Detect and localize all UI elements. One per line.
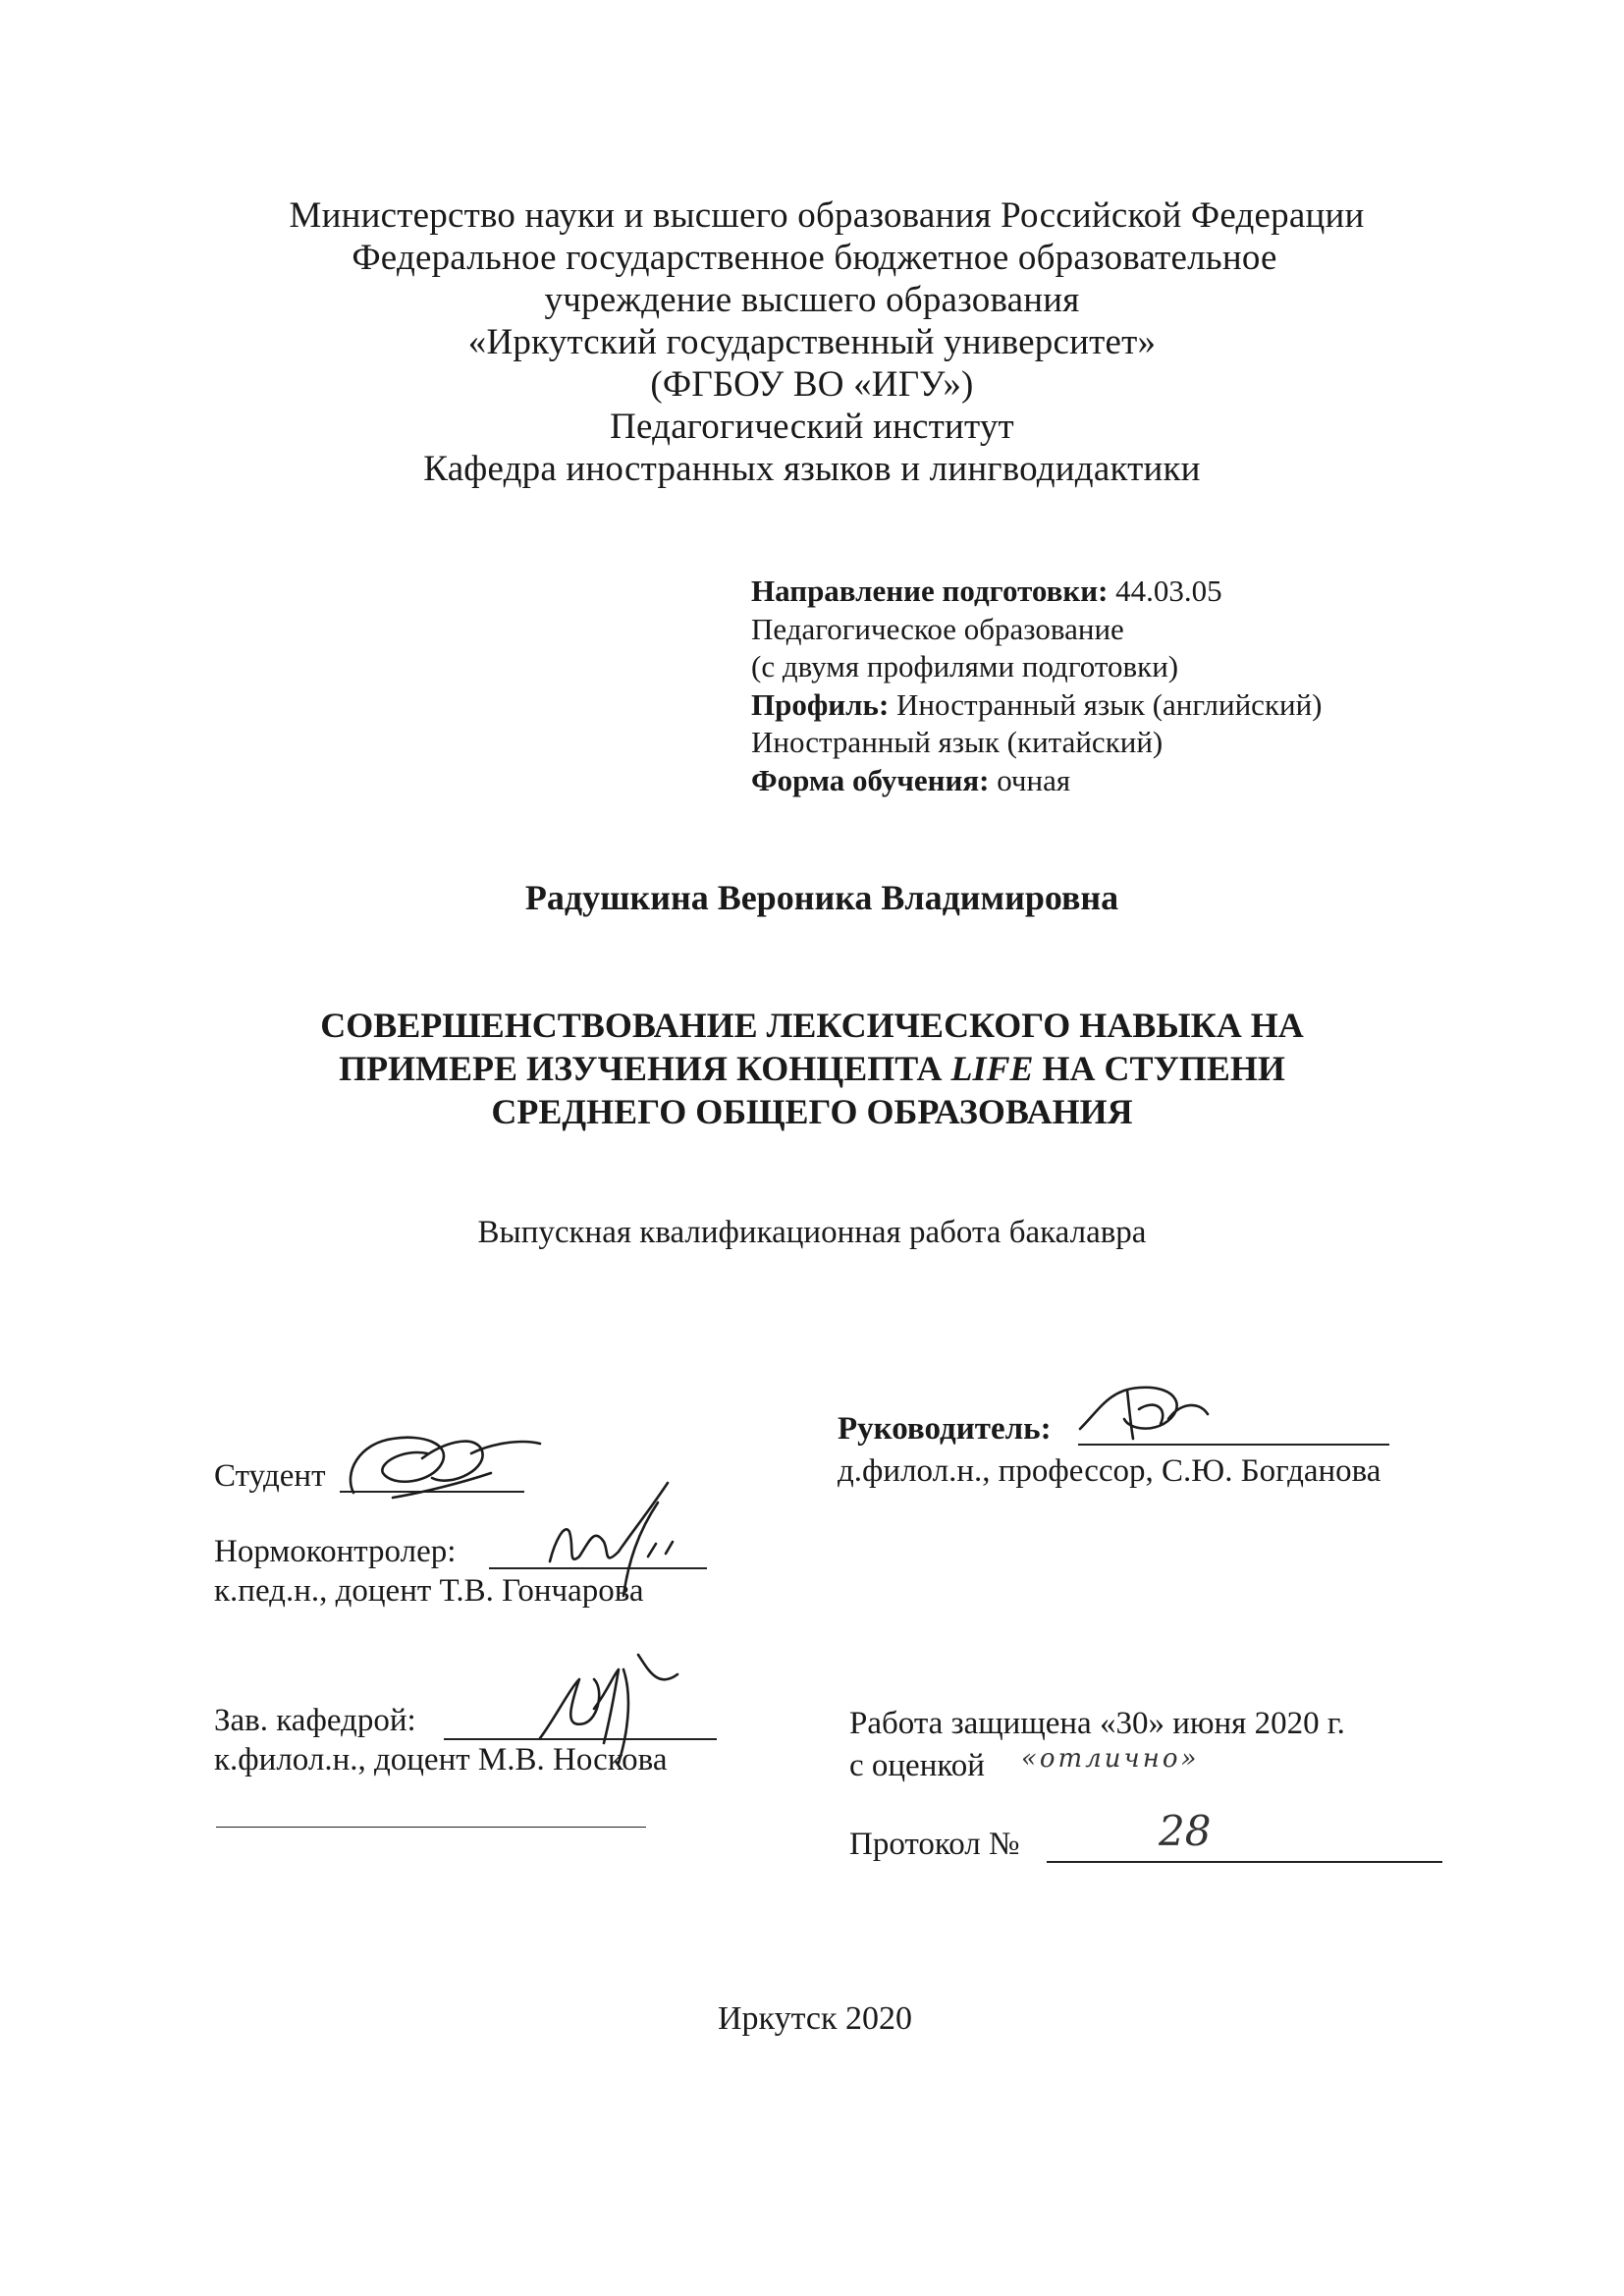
title-line-2-end: НА СТУПЕНИ <box>1033 1049 1285 1088</box>
title-line-3: СРЕДНЕГО ОБЩЕГО ОБРАЗОВАНИЯ <box>491 1092 1133 1131</box>
title-line-2 <box>0 1047 1624 1090</box>
study-form-value: очная <box>989 762 1071 797</box>
grade-label: с оценкой <box>849 1748 985 1783</box>
defense-date: Работа защищена «30» июня 2020 г. <box>849 1706 1345 1741</box>
head-extra-line <box>216 1827 646 1828</box>
title-line-2-start: ПРИМЕРЕ ИЗУЧЕНИЯ КОНЦЕПТА <box>339 1049 951 1088</box>
grade-value: «отлично» <box>1021 1744 1200 1774</box>
university-abbr: (ФГБОУ ВО «ИГУ») <box>650 364 974 405</box>
normcontrol-label: Нормоконтролер: <box>214 1534 457 1569</box>
supervisor-name: д.филол.н., профессор, С.Ю. Богданова <box>838 1453 1381 1489</box>
profile-1: Иностранный язык (английский) <box>889 686 1323 722</box>
direction-line <box>751 573 1323 611</box>
protocol-line <box>1047 1861 1442 1863</box>
protocol-label: Протокол № <box>849 1827 1020 1862</box>
direction-name-1: Педагогическое образование <box>751 611 1124 646</box>
ministry-line: Министерство науки и высшего образования Российской Федерации <box>289 195 1365 236</box>
study-form-label: Форма обучения: <box>751 762 990 797</box>
direction-code: 44.03.05 <box>1108 574 1222 608</box>
city-year: Иркутск 2020 <box>718 2000 912 2037</box>
direction-label: Направление подготовки: <box>751 574 1109 608</box>
concept-word: LIFE <box>950 1049 1034 1088</box>
head-label: Зав. кафедрой: <box>214 1703 416 1738</box>
author-name: Радушкина Вероника Владимировна <box>524 878 1119 917</box>
university-name: «Иркутский государственный университет» <box>467 322 1157 362</box>
profile-2: Иностранный язык (китайский) <box>751 725 1164 759</box>
institution-type-line: Федеральное государственное бюджетное образовательное <box>352 238 1277 278</box>
profile-label: Профиль: <box>751 686 890 722</box>
title-line-1: СОВЕРШЕНСТВОВАНИЕ ЛЕКСИЧЕСКОГО НАВЫКА НА <box>320 1006 1304 1045</box>
program-info <box>751 573 1323 799</box>
protocol-number: 28 <box>1159 1807 1212 1855</box>
head-name: к.филол.н., доцент М.В. Носкова <box>214 1742 668 1777</box>
normcontrol-name: к.пед.н., доцент Т.В. Гончарова <box>214 1573 644 1609</box>
supervisor-signature <box>1070 1370 1218 1449</box>
work-type: Выпускная квалификационная работа бакалавра <box>477 1215 1147 1250</box>
supervisor-label: Руководитель: <box>838 1411 1052 1447</box>
institution-type-line-2: учреждение высшего образования <box>544 280 1080 320</box>
department-name: Кафедра иностранных языков и лингводидактики <box>423 449 1201 489</box>
study-form-line <box>751 762 1323 800</box>
thesis-title <box>0 1004 1624 1133</box>
institute-name: Педагогический институт <box>610 407 1014 447</box>
direction-name-2: (с двумя профилями подготовки) <box>751 649 1179 683</box>
profile-line <box>751 686 1323 725</box>
institution-header <box>0 194 1624 490</box>
student-label: Студент <box>214 1458 326 1494</box>
